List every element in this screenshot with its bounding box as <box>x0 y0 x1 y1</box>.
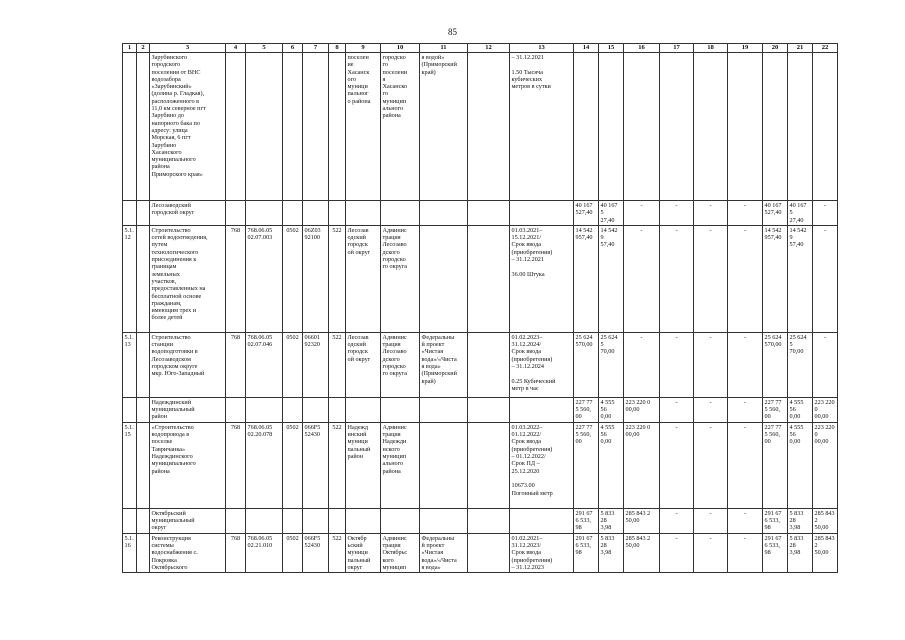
table-cell <box>283 53 303 201</box>
table-cell <box>420 225 468 332</box>
table-cell: 0502 <box>283 332 303 397</box>
table-cell: 5.1. 12 <box>123 225 137 332</box>
column-number: 1 <box>123 44 137 53</box>
table-cell: 522 <box>329 422 346 508</box>
budget-table <box>122 43 838 573</box>
table-cell <box>728 53 763 201</box>
table-cell <box>660 53 694 201</box>
table-cell: «Строительство водопровода в поселке Тавричанка» Надеждинского муниципального района <box>150 422 226 508</box>
table-cell: 5.1. 16 <box>123 533 137 572</box>
table-cell: Админис трация Лесозаво дского городско го округа <box>381 332 420 397</box>
table-cell <box>246 201 283 226</box>
table-cell <box>246 53 283 201</box>
table-cell: Строительство станции водоподготовки в Лесозаводском городском округе мкр. Юго-Западный <box>150 332 226 397</box>
table-cell: Надежд инский муници пальный район <box>346 422 381 508</box>
column-number: 5 <box>246 44 283 53</box>
table-row <box>123 201 838 226</box>
table-cell: Октябр ьский муници пальный округ <box>346 533 381 572</box>
table-cell <box>137 397 150 422</box>
table-cell: 227 77 5 560, 00 <box>763 397 788 422</box>
table-cell: 768.06.05 02.20.078 <box>246 422 283 508</box>
table-cell <box>137 201 150 226</box>
table-cell: 25 624 5 70,00 <box>599 332 624 397</box>
table-cell: Федеральны й проект «Чистая вода»/«Чиста я вода» <box>420 533 468 572</box>
table-cell: 522 <box>329 225 346 332</box>
table-cell: - <box>660 533 694 572</box>
table-cell: 291 67 6 533, 98 <box>574 508 599 533</box>
table-cell: 768 <box>226 422 246 508</box>
column-number: 22 <box>813 44 838 53</box>
table-cell <box>420 508 468 533</box>
page-number: 85 <box>448 27 457 37</box>
table-cell <box>468 225 510 332</box>
table-cell: 768 <box>226 332 246 397</box>
table-cell: - <box>660 332 694 397</box>
table-cell: - <box>813 201 838 226</box>
table-cell <box>346 201 381 226</box>
table-cell: - <box>660 225 694 332</box>
column-number: 3 <box>150 44 226 53</box>
table-cell: - <box>660 422 694 508</box>
table-cell: 4 555 56 0,00 <box>788 397 813 422</box>
table-cell <box>137 53 150 201</box>
table-cell <box>283 201 303 226</box>
table-cell <box>813 53 838 201</box>
table-cell: 06Z03 92100 <box>303 225 329 332</box>
table-cell <box>468 201 510 226</box>
table-row <box>123 53 838 201</box>
column-number: 21 <box>788 44 813 53</box>
table-cell: - <box>813 225 838 332</box>
table-cell: 223 220 0 00,00 <box>624 422 660 508</box>
table-cell <box>346 397 381 422</box>
table-cell: 291 67 6 533, 98 <box>763 508 788 533</box>
table-cell <box>574 53 599 201</box>
table-cell <box>420 201 468 226</box>
table-cell: 25 624 570,00 <box>574 332 599 397</box>
table-cell: - <box>694 508 728 533</box>
table-cell: 4 555 56 0,00 <box>599 422 624 508</box>
table-cell: 285 843 2 50,00 <box>813 533 838 572</box>
table-cell: - <box>728 533 763 572</box>
table-cell: 066F5 52430 <box>303 422 329 508</box>
table-cell: - <box>813 332 838 397</box>
table-cell <box>303 53 329 201</box>
table-cell: 14 542 957,40 <box>763 225 788 332</box>
table-cell <box>468 397 510 422</box>
column-number: 14 <box>574 44 599 53</box>
table-cell: 522 <box>329 332 346 397</box>
table-cell: - <box>728 397 763 422</box>
table-cell: 40 167 5 27,40 <box>599 201 624 226</box>
table-cell <box>694 53 728 201</box>
table-cell: 4 555 56 0,00 <box>599 397 624 422</box>
table-cell: 5 833 28 3,98 <box>599 508 624 533</box>
table-cell: я водой» (Приморский край) <box>420 53 468 201</box>
table-cell: 768 <box>226 225 246 332</box>
column-number: 11 <box>420 44 468 53</box>
table-cell: Надеждинский муниципальный район <box>150 397 226 422</box>
table-cell <box>303 397 329 422</box>
table-cell: 768 <box>226 533 246 572</box>
table-cell: 5 833 28 3,98 <box>599 533 624 572</box>
table-cell <box>346 508 381 533</box>
table-cell <box>137 225 150 332</box>
table-cell: 06601 92320 <box>303 332 329 397</box>
table-cell: Федеральны й проект «Чистая вода»/«Чиста я вода» (Приморский край) <box>420 332 468 397</box>
table-cell <box>226 201 246 226</box>
table-cell: 066F5 52430 <box>303 533 329 572</box>
table-cell: 223 220 0 00,00 <box>813 422 838 508</box>
table-cell: 25 624 5 70,00 <box>788 332 813 397</box>
table-cell: поселен ие Хасанск ого муници пальног о района <box>346 53 381 201</box>
table-cell: 522 <box>329 533 346 572</box>
column-number: 17 <box>660 44 694 53</box>
table-cell: 5.1. 13 <box>123 332 137 397</box>
table-cell <box>624 53 660 201</box>
table-cell: - <box>694 332 728 397</box>
table-cell: - <box>694 201 728 226</box>
table-cell: - <box>694 422 728 508</box>
table-cell: - <box>728 332 763 397</box>
table-cell: Октябрьский муниципальный округ <box>150 508 226 533</box>
column-number: 9 <box>346 44 381 53</box>
column-number: 15 <box>599 44 624 53</box>
table-cell: 291 67 6 533, 98 <box>763 533 788 572</box>
column-number: 12 <box>468 44 510 53</box>
table-cell: 768.06.05 02.21.010 <box>246 533 283 572</box>
table-cell: 285 843 2 50,00 <box>813 508 838 533</box>
table-cell: - <box>694 397 728 422</box>
budget-table-sheet <box>122 43 838 573</box>
table-cell <box>137 508 150 533</box>
table-cell: 5 833 28 3,98 <box>788 533 813 572</box>
table-cell: 285 843 2 50,00 <box>624 533 660 572</box>
table-cell: 14 542 957,40 <box>574 225 599 332</box>
table-cell <box>381 508 420 533</box>
table-cell <box>137 533 150 572</box>
table-cell: 0502 <box>283 422 303 508</box>
table-cell: 40 167 527,40 <box>574 201 599 226</box>
table-cell: 01.02.2023– 31.12.2024/ Срок ввода (приобретения) – 31.12.2024 0.25 Кубический метр в час <box>510 332 574 397</box>
table-cell <box>510 397 574 422</box>
column-number: 8 <box>329 44 346 53</box>
table-row <box>123 225 838 332</box>
table-cell: Реконструкция системы водоснабжения с. Покровка Октябрьского <box>150 533 226 572</box>
table-cell <box>283 508 303 533</box>
table-cell <box>123 53 137 201</box>
table-cell: 291 67 6 533, 98 <box>574 533 599 572</box>
table-cell <box>468 53 510 201</box>
table-cell: - <box>728 225 763 332</box>
column-number-header <box>123 44 838 53</box>
table-cell: 768.06.05 02.07.046 <box>246 332 283 397</box>
column-number: 2 <box>137 44 150 53</box>
table-cell: Админис трация Лесозаво дского городско го округа <box>381 225 420 332</box>
table-cell <box>246 397 283 422</box>
table-cell: Лесозав одский городск ой округ <box>346 225 381 332</box>
table-cell <box>788 53 813 201</box>
table-cell <box>123 201 137 226</box>
table-cell <box>599 53 624 201</box>
table-cell: 227 77 5 560, 00 <box>574 422 599 508</box>
table-cell: 227 77 5 560, 00 <box>763 422 788 508</box>
table-cell: 5 833 28 3,98 <box>788 508 813 533</box>
table-cell: 01.02.2021– 31.12.2023/ Срок ввода (приобретения) – 31.12.2023 <box>510 533 574 572</box>
table-cell <box>329 53 346 201</box>
table-cell: 285 843 2 50,00 <box>624 508 660 533</box>
table-cell: - <box>624 201 660 226</box>
table-cell <box>468 422 510 508</box>
table-cell <box>420 397 468 422</box>
table-cell: 0502 <box>283 225 303 332</box>
table-cell: 768.06.05 02.07.003 <box>246 225 283 332</box>
column-number: 10 <box>381 44 420 53</box>
table-cell: 227 77 5 560, 00 <box>574 397 599 422</box>
table-cell <box>137 422 150 508</box>
table-cell <box>246 508 283 533</box>
table-cell: 01.03.2021– 15.12.2021/ Срок ввода (приобретения) – 31.12.2021 36.00 Штука <box>510 225 574 332</box>
table-cell <box>510 201 574 226</box>
table-cell: 01.03.2022– 01.12.2022/ Срок ввода (приобретения) – 01.12.2022/ Срок ПД – 25.12.2020 10673.00 Погонный метр <box>510 422 574 508</box>
table-cell <box>468 533 510 572</box>
table-cell: - <box>728 508 763 533</box>
table-cell: 0502 <box>283 533 303 572</box>
table-cell: - <box>694 225 728 332</box>
table-cell <box>226 397 246 422</box>
table-cell: Строительство сетей водоотведения, путем технологического присоединения к границам земельных участков, предоставленных на бесплатной основе гражданам, имеющим трех и более детей <box>150 225 226 332</box>
table-cell <box>137 332 150 397</box>
table-cell: - <box>728 201 763 226</box>
table-row <box>123 533 838 572</box>
table-cell: Админис трация Октябрьс кого муницип <box>381 533 420 572</box>
table-cell <box>468 508 510 533</box>
column-number: 7 <box>303 44 329 53</box>
table-cell <box>381 201 420 226</box>
table-cell: городско го поселени я Хасанско го муницип ального района <box>381 53 420 201</box>
table-cell: - <box>660 397 694 422</box>
table-cell <box>226 53 246 201</box>
table-cell <box>226 508 246 533</box>
table-cell: Админис трация Надежди нского муницип ального района <box>381 422 420 508</box>
table-cell: 223 220 0 00,00 <box>813 397 838 422</box>
column-number: 18 <box>694 44 728 53</box>
table-cell: 223 220 0 00,00 <box>624 397 660 422</box>
table-cell: - <box>624 332 660 397</box>
table-cell: - <box>694 533 728 572</box>
column-number: 13 <box>510 44 574 53</box>
column-number: 6 <box>283 44 303 53</box>
table-cell <box>303 508 329 533</box>
table-cell: Лесозаводский городской округ <box>150 201 226 226</box>
table-cell: - <box>728 422 763 508</box>
table-cell: 4 555 56 0,00 <box>788 422 813 508</box>
table-cell: 40 167 5 27,40 <box>788 201 813 226</box>
table-row <box>123 332 838 397</box>
column-number: 20 <box>763 44 788 53</box>
column-number: 19 <box>728 44 763 53</box>
table-cell <box>303 201 329 226</box>
table-cell: - <box>624 225 660 332</box>
table-cell <box>329 508 346 533</box>
table-cell <box>283 397 303 422</box>
table-cell <box>381 397 420 422</box>
table-row <box>123 397 838 422</box>
table-row <box>123 508 838 533</box>
column-number: 16 <box>624 44 660 53</box>
table-cell: 25 624 570,00 <box>763 332 788 397</box>
table-row <box>123 422 838 508</box>
table-cell: 14 542 9 57,40 <box>788 225 813 332</box>
table-cell: 5.1. 15 <box>123 422 137 508</box>
table-cell: – 31.12.2021 1.50 Тысяча кубических метров в сутки <box>510 53 574 201</box>
table-cell: 40 167 527,40 <box>763 201 788 226</box>
table-cell <box>329 397 346 422</box>
table-cell: 14 542 9 57,40 <box>599 225 624 332</box>
table-cell: Лесозав одский городск ой округ <box>346 332 381 397</box>
table-cell: - <box>660 508 694 533</box>
table-cell <box>510 508 574 533</box>
table-cell: Зарубинского городского поселения от ВНС водозабора «Зарубинский» (долина р. Гладкая), расположенного в 11,0 км северное пгт Зарубино до напорного бака по адресу: улица Морская, 6 пгт Зарубино Хасанского муниципального района Приморского края» <box>150 53 226 201</box>
table-cell <box>123 508 137 533</box>
table-cell <box>763 53 788 201</box>
table-cell <box>468 332 510 397</box>
column-number: 4 <box>226 44 246 53</box>
table-cell <box>329 201 346 226</box>
table-cell: - <box>660 201 694 226</box>
table-cell <box>123 397 137 422</box>
table-cell <box>420 422 468 508</box>
